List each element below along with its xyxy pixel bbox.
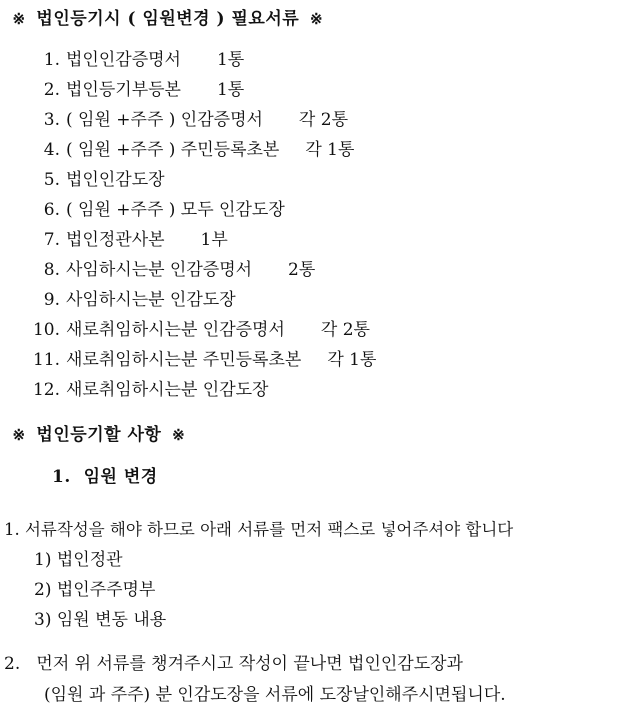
- list-item-qty: 1부: [200, 230, 228, 250]
- list-item-qty: 각 1통: [305, 140, 355, 160]
- list-item: [28, 259, 315, 281]
- step1-item: 3) 임원 변동 내용: [34, 610, 167, 630]
- list-item-name: ( 임원 +주주 ) 모두 인감도장: [66, 200, 285, 220]
- list-item-qty: 각 2통: [298, 110, 348, 130]
- list-item: [28, 169, 165, 191]
- list-item-number: 4.: [43, 140, 60, 160]
- list-item-number: 8.: [43, 260, 60, 280]
- list-item-number: 11.: [32, 350, 60, 370]
- section2-title: 법인등기할 사항: [36, 425, 162, 445]
- list-item-number: 1.: [43, 50, 60, 70]
- list-item-number: 9.: [43, 290, 60, 310]
- list-item: [28, 79, 244, 101]
- list-item-name: 새로취임하시는분 주민등록초본: [66, 350, 302, 370]
- list-item-number: 7.: [43, 230, 60, 250]
- list-item-name: 새로취임하시는분 인감증명서: [66, 320, 285, 340]
- list-item-name: 법인등기부등본: [66, 80, 181, 100]
- list-item-qty: 각 1통: [327, 350, 377, 370]
- reference-mark-right: ※: [172, 426, 186, 444]
- list-item-name: ( 임원 +주주 ) 주민등록초본: [66, 140, 280, 160]
- step1-item: 1) 법인정관: [34, 550, 123, 570]
- reference-mark-left: ※: [12, 426, 26, 444]
- list-item-name: 새로취임하시는분 인감도장: [66, 380, 269, 400]
- list-item-number: 10.: [32, 320, 60, 340]
- list-item: [28, 139, 354, 161]
- list-item-qty: 1통: [216, 80, 245, 100]
- reference-mark-left: ※: [12, 10, 26, 28]
- list-item-name: 사임하시는분 인감도장: [66, 290, 236, 310]
- step1-item: 2) 법인주주명부: [34, 580, 156, 600]
- reference-mark-right: ※: [310, 10, 324, 28]
- list-item-name: ( 임원 +주주 ) 인감증명서: [66, 110, 263, 130]
- step2-text-line1: 2. 먼저 위 서류를 챙겨주시고 작성이 끝나면 법인인감도장과: [4, 654, 463, 674]
- list-item-number: 12.: [32, 380, 60, 400]
- list-item-name: 법인인감증명서: [66, 50, 181, 70]
- list-item: [28, 49, 244, 71]
- list-item: [28, 229, 228, 251]
- section2-subheading: [52, 466, 158, 488]
- section1-heading: [8, 8, 328, 30]
- list-item: [28, 289, 236, 311]
- list-item-number: 3.: [43, 110, 60, 130]
- list-item-qty: 1통: [216, 50, 245, 70]
- list-item: [28, 379, 268, 401]
- list-item-name: 법인인감도장: [66, 170, 165, 190]
- step2-text-line2: (임원 과 주주) 분 인감도장을 서류에 도장날인해주시면됩니다.: [44, 685, 506, 705]
- subheading-title: 임원 변경: [83, 467, 158, 487]
- section2-heading: [8, 424, 190, 446]
- list-item: [28, 109, 348, 131]
- list-item-name: 사임하시는분 인감증명서: [66, 260, 253, 280]
- list-item: [28, 319, 370, 341]
- list-item: [28, 349, 376, 371]
- list-item: [28, 199, 285, 221]
- list-item-number: 2.: [43, 80, 60, 100]
- list-item-qty: 각 2통: [320, 320, 370, 340]
- list-item-number: 5.: [43, 170, 60, 190]
- list-item-number: 6.: [43, 200, 60, 220]
- list-item-name: 법인정관사본: [66, 230, 165, 250]
- subheading-number: 1.: [52, 467, 71, 487]
- list-item-qty: 2통: [288, 260, 316, 280]
- section1-title: 법인등기시 ( 임원변경 ) 필요서류: [36, 9, 300, 29]
- step1-text: 1. 서류작성을 해야 하므로 아래 서류를 먼저 팩스로 넣어주셔야 합니다: [4, 520, 514, 539]
